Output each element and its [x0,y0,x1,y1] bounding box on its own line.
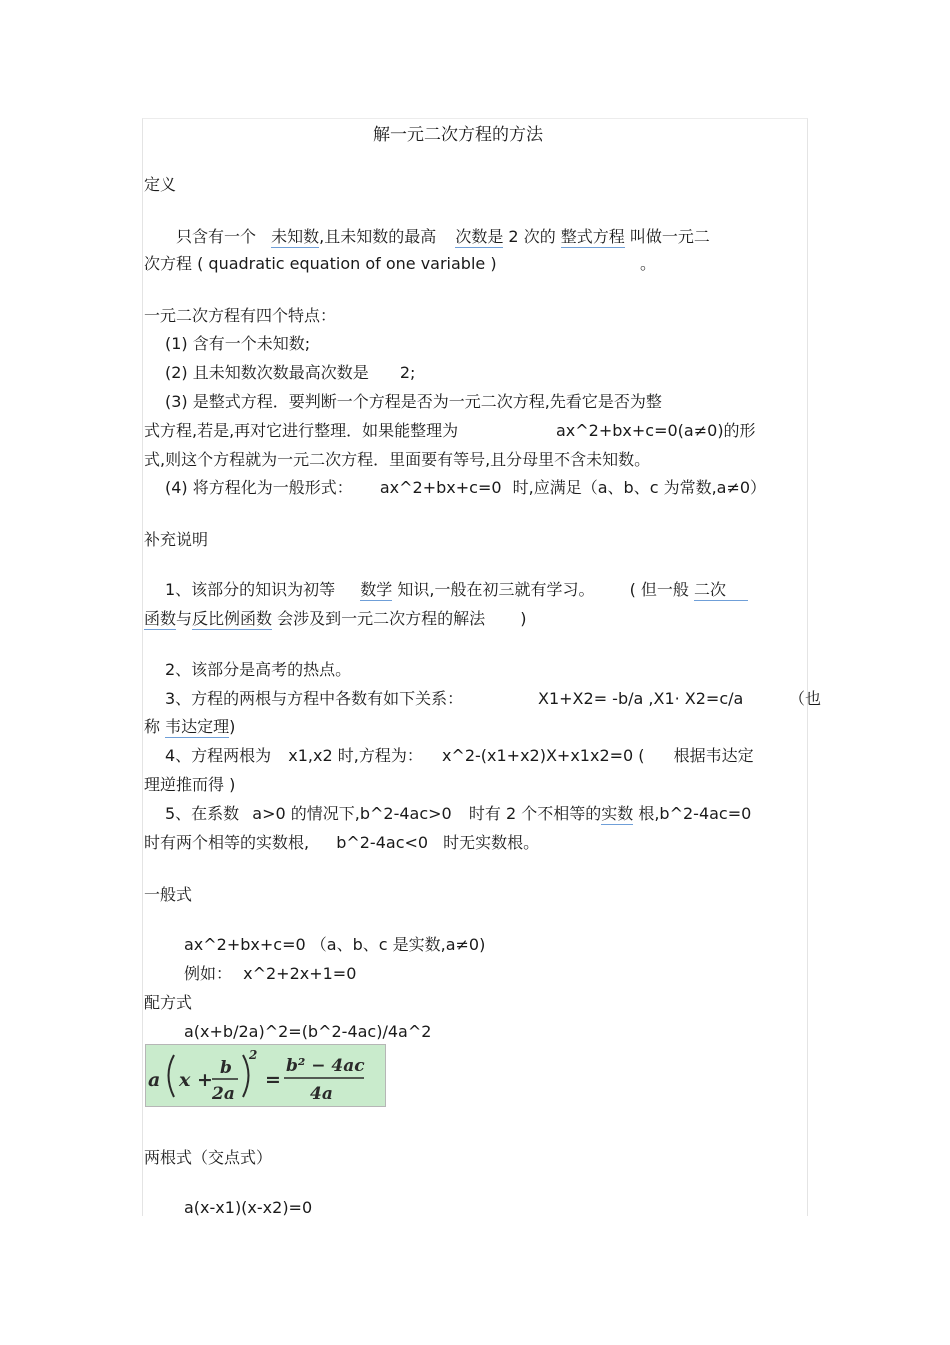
formula-equals: = [265,1069,281,1091]
text: 称 [144,717,161,736]
text: 时,应满足（a、b、c 为常数,a≠0） [512,478,767,497]
formula: b^2-4ac<0 [336,833,429,852]
feature-item-1: (1) 含有一个未知数; [165,334,311,353]
link-math[interactable]: 数学 [360,580,393,599]
text: 例如： [184,964,233,983]
text: 5、在系数 [165,804,240,823]
formula-x-plus: x + [179,1069,213,1091]
supplement-p5-line-1 [165,804,751,824]
text: 。 [640,254,657,273]
formula-b: b [220,1058,232,1078]
supplement-p4-line-1 [165,746,754,766]
link-integral-equation[interactable]: 整式方程 [560,227,625,246]
formula: x^2-(x1+x2)X+x1x2=0 ( [441,746,645,765]
roots-heading: 两根式（交点式） [144,1148,273,1167]
link-degree[interactable]: 次数是 [455,227,504,246]
formula-denominator: 4a [310,1084,333,1104]
text: 1、该部分的知识为初等 [165,580,336,599]
general-example [184,964,356,984]
definition-heading: 定义 [144,175,177,194]
text: 2 次的 [508,227,556,246]
text: 2; [399,363,416,382]
text: 2 个不相等的 [505,804,602,823]
definition-line-1 [176,227,710,247]
supplement-p4-line-2: 理逆推而得 ) [144,775,236,794]
text: ) [229,717,236,736]
supplement-p1-line-2 [144,609,527,629]
supplement-p3-line-1 [165,689,822,709]
right-paren [243,1055,249,1097]
text: 4、方程两根为 [165,746,272,765]
formula-a: a [148,1069,161,1091]
formula-exponent: 2 [249,1048,258,1062]
feature-item-2 [165,363,415,383]
definition-line-2 [144,254,657,274]
link-real-number[interactable]: 实数 [601,804,634,823]
text: 叫做一元二 [629,227,710,246]
text: 根据韦达定 [673,746,754,765]
completing-square-formula-image [145,1044,386,1107]
supplement-p3-line-2 [144,717,235,737]
supplement-heading: 补充说明 [144,530,209,549]
text: 会涉及到一元二次方程的解法 [277,609,486,628]
link-unknown[interactable]: 未知数 [271,227,320,246]
feature-item-3-line-3: 式,则这个方程就为一元二次方程．里面要有等号,且分母里不含未知数。 [144,450,651,469]
formula: ax^2+bx+c=0 [379,478,502,497]
text: 只含有一个 [176,227,257,246]
text: 根,b^2-4ac=0 [638,804,752,823]
text: 与 [176,609,193,628]
page-title: 解一元二次方程的方法 [373,125,543,145]
formula-numerator: b² − 4ac [286,1056,365,1076]
text: 知识,一般在初三就有学习。 [397,580,595,599]
supplement-p1-line-1 [165,580,748,600]
text: 式方程,若是,再对它进行整理．如果能整理为 [144,421,459,440]
left-paren [169,1055,175,1097]
text: ) [520,609,527,628]
text: (4) 将方程化为一般形式： [165,478,353,497]
text: (2) 且未知数次数最高次数是 [165,363,369,382]
general-heading: 一般式 [144,885,193,904]
text: 时有 [468,804,501,823]
link-vieta-theorem[interactable]: 韦达定理 [165,717,230,736]
text: ,且未知数的最高 [319,227,437,246]
text: 3、方程的两根与方程中各数有如下关系： [165,689,464,708]
features-heading: 一元二次方程有四个特点： [144,306,337,325]
formula: ax^2+bx+c=0(a≠0)的形 [556,421,756,440]
text: 的情况下,b^2-4ac>0 [290,804,452,823]
feature-item-3-line-1: (3) 是整式方程．要判断一个方程是否为一元二次方程,先看它是否为整 [165,392,662,411]
feature-item-4 [165,478,766,498]
formula-2a: 2a [212,1084,235,1104]
text: 时有两个相等的实数根, [144,833,310,852]
text: ( 但一般 [629,580,689,599]
roots-formula: a(x-x1)(x-x2)=0 [184,1198,313,1217]
formula: x^2+2x+1=0 [243,964,357,983]
completing-heading: 配方式 [144,993,193,1012]
formula: a>0 [252,804,286,823]
feature-item-3-line-2 [144,421,756,441]
text: （也 [789,689,822,708]
text: 时,方程为： [337,746,423,765]
text: 次方程 ( quadratic equation of one variable ) [144,254,497,273]
general-formula: ax^2+bx+c=0 （a、b、c 是实数,a≠0) [184,935,486,954]
link-inverse-function[interactable]: 反比例函数 [192,609,273,628]
completing-formula: a(x+b/2a)^2=(b^2-4ac)/4a^2 [184,1022,432,1041]
formula: X1+X2= -b/a ,X1· X2=c/a [538,689,744,708]
formula: x1,x2 [288,746,333,765]
text: 时无实数根。 [443,833,540,852]
supplement-p2: 2、该部分是高考的热点。 [165,660,352,679]
supplement-p5-line-2 [144,833,539,853]
link-quadratic[interactable]: 二次 [694,580,748,601]
link-function[interactable]: 函数 [144,609,177,628]
